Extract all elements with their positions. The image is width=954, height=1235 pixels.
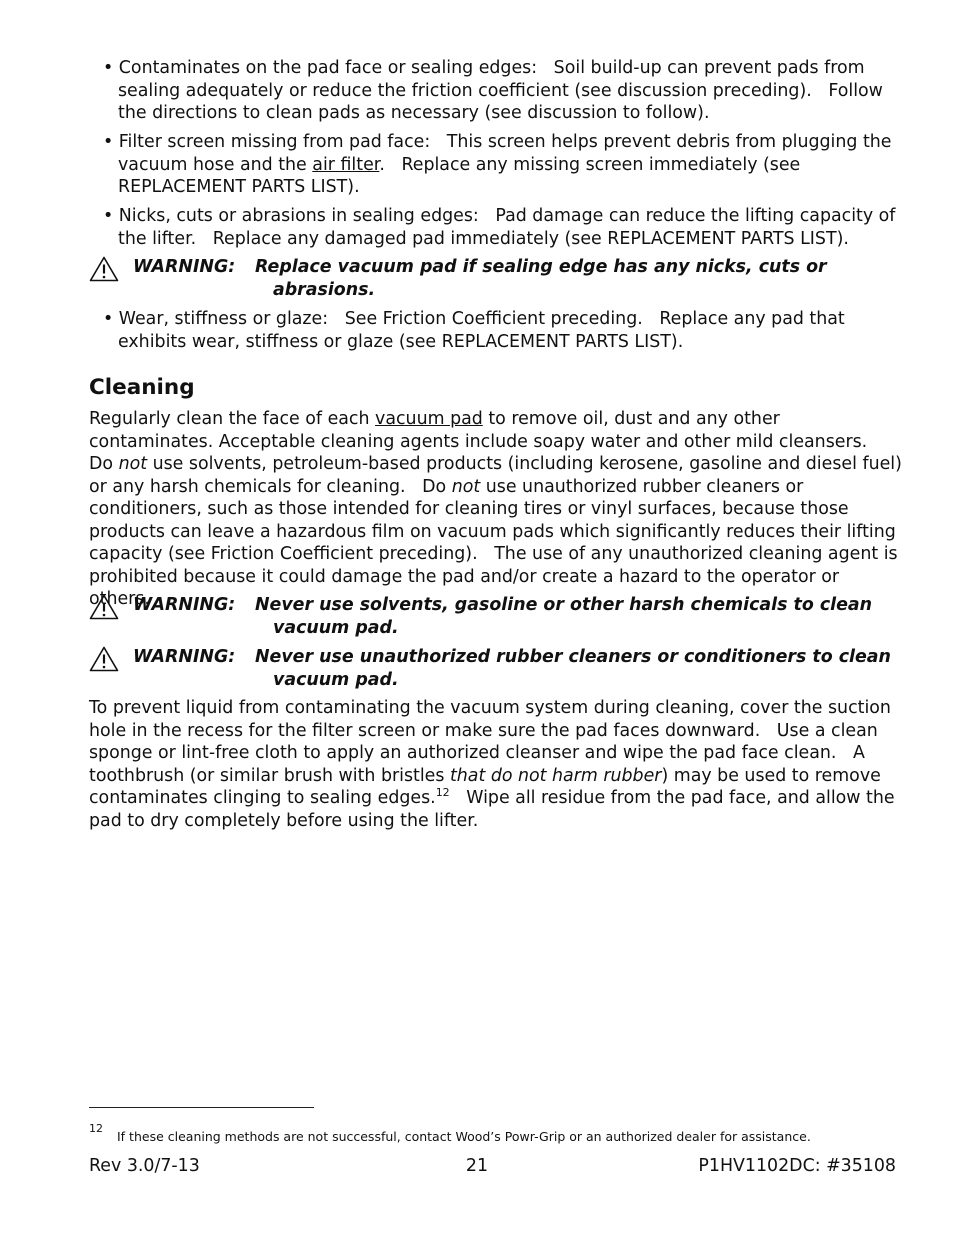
footer-document-id: P1HV1102DC: #35108 <box>698 1156 896 1176</box>
warning-label: WARNING: <box>133 595 236 615</box>
bullet-nicks-cuts: • Nicks, cuts or abrasions in sealing edges: Pad damage can reduce the lifting capacity of the lifter. Replace any damaged pad immediately (see REPLACEMENT PARTS LIST). <box>103 206 901 249</box>
warning-no-rubber-cleaners <box>89 646 909 692</box>
warning-text: Never use solvents, gasoline or other harsh chemicals to clean vacuum pad. <box>255 595 873 638</box>
warning-triangle-icon <box>89 646 119 672</box>
bullet-filter-screen: • Filter screen missing from pad face: This screen helps prevent debris from plugging the vacuum hose and the air filter. Replace any missing screen immediately (see REPLACEMENT PARTS LIST). <box>103 132 898 197</box>
warning-text: Never use unauthorized rubber cleaners or conditioners to clean vacuum pad. <box>255 647 891 690</box>
warning-replace-pad <box>89 256 909 302</box>
bullet-contaminates: • Contaminates on the pad face or sealing edges: Soil build-up can prevent pads from sealing adequately or reduce the friction coefficient (see discussion preceding). Follow the directions to clean pads as necessary (see discussion to follow). <box>103 58 889 123</box>
warning-text: Replace vacuum pad if sealing edge has any nicks, cuts or abrasions. <box>255 257 827 300</box>
cleaning-paragraph-1: Regularly clean the face of each vacuum pad to remove oil, dust and any other contaminates. Acceptable cleaning agents include soapy water and other mild cleansers. Do not use solvents, petroleum-based products (including kerosene, gasoline and diesel fuel) or any harsh chemicals for cleaning. Do not use unauthorized rubber cleaners or conditioners, such as those intended for cleaning tires or vinyl surfaces, because those products can leave a hazardous film on vacuum pads which significantly reduces their lifting capacity (see Friction Coefficient preceding). The use of any unauthorized cleaning agent is prohibited because it could damage the pad and/or create a hazard to the operator or others. <box>89 409 908 609</box>
footnote-divider <box>89 1107 314 1108</box>
vacuum-pad-link[interactable]: vacuum pad <box>375 409 483 429</box>
warning-triangle-icon <box>89 594 119 620</box>
footnote-number: 12 <box>89 1122 103 1135</box>
warning-label: WARNING: <box>133 257 236 277</box>
footnote-text: If these cleaning methods are not successful, contact Wood’s Powr-Grip or an authorized dealer for assistance. <box>117 1129 811 1144</box>
air-filter-link[interactable]: air filter <box>312 154 380 175</box>
warning-no-solvents <box>89 594 909 640</box>
cleaning-paragraph-2: To prevent liquid from contaminating the vacuum system during cleaning, cover the suction hole in the recess for the filter screen or make sure the pad faces downward. Use a clean sponge or lint-free cloth to apply an authorized cleanser and wipe the pad face clean. A toothbrush (or similar brush with bristles that do not harm rubber) may be used to remove contaminates clinging to sealing edges.$^{12}$ Wipe all residue from the pad face, and allow the pad to dry completely before using the lifter. <box>89 698 901 831</box>
bullet-wear-stiffness: • Wear, stiffness or glaze: See Friction Coefficient preceding. Replace any pad that exhibits wear, stiffness or glaze (see REPLACEMENT PARTS LIST). <box>103 309 851 352</box>
footnote-reference[interactable]: 12 <box>435 786 450 799</box>
warning-label: WARNING: <box>133 647 236 667</box>
footer-revision: Rev 3.0/7-13 <box>89 1156 200 1176</box>
section-heading-cleaning: Cleaning <box>89 375 195 400</box>
footer-page-number: 21 <box>465 1156 489 1176</box>
warning-triangle-icon <box>89 256 119 282</box>
